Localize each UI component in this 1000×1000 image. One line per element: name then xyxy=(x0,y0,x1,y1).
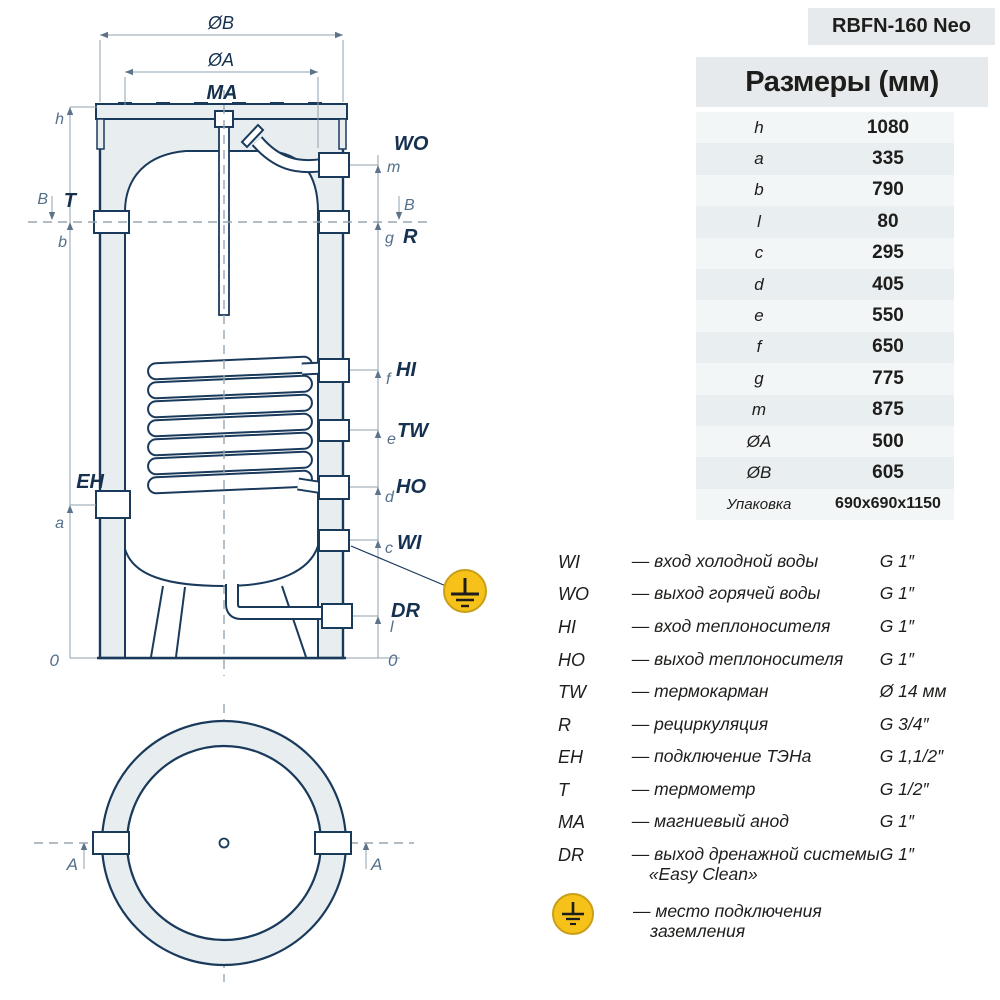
label-dim-m: m xyxy=(387,159,401,176)
table-row xyxy=(696,457,954,488)
param-label: g xyxy=(754,368,764,388)
legend-row-t xyxy=(558,780,978,800)
table-row xyxy=(696,143,954,174)
legend-row-ho xyxy=(558,650,978,670)
legend-desc: — термокарман xyxy=(631,681,769,701)
port-eh-stub xyxy=(96,491,130,518)
model-name-badge xyxy=(808,8,995,45)
legend-size: G 1/2″ xyxy=(879,779,929,799)
table-row xyxy=(696,238,954,269)
param-value: 405 xyxy=(872,273,904,295)
label-dim-a: a xyxy=(55,515,64,532)
lid-rim-left xyxy=(97,119,104,149)
label-ma: MA xyxy=(206,82,238,104)
legend-code: EH xyxy=(558,747,584,767)
legend-desc: — выход теплоносителя xyxy=(631,649,844,669)
table-row xyxy=(696,363,954,394)
label-dr: DR xyxy=(391,600,420,622)
label-wi: WI xyxy=(397,532,422,554)
dimensions-table-title: Размеры (мм) xyxy=(696,57,988,107)
label-dim-d: d xyxy=(385,489,394,506)
label-zero-right: 0 xyxy=(388,651,398,670)
label-dim-b: b xyxy=(58,234,67,251)
label-dim-g: g xyxy=(385,230,394,247)
legend-desc: — термометр xyxy=(631,779,756,799)
port-hi-stub xyxy=(319,359,349,382)
model-name: RBFN-160 Neo xyxy=(832,15,971,37)
param-label: ØA xyxy=(746,431,772,451)
table-row xyxy=(696,112,954,143)
param-label: e xyxy=(754,306,764,326)
table-row xyxy=(696,269,954,300)
legend-size: Ø 14 мм xyxy=(879,681,947,701)
diameter-labels xyxy=(207,13,234,70)
param-value: 605 xyxy=(872,461,904,483)
label-wo: WO xyxy=(394,133,429,155)
legend-desc: — вход холодной воды xyxy=(631,551,819,571)
param-label: c xyxy=(754,243,764,263)
legend-code: HI xyxy=(558,617,576,637)
param-value: 690x690x1150 xyxy=(835,495,941,513)
dimensions-table xyxy=(696,112,954,520)
label-r: R xyxy=(403,226,418,248)
legend-desc: — магниевый анод xyxy=(631,811,789,831)
param-label: l xyxy=(757,211,761,231)
label-dim-h: h xyxy=(55,111,64,128)
port-wo-stub xyxy=(319,153,349,177)
label-t: T xyxy=(63,190,76,212)
lid-rim-right xyxy=(339,119,346,149)
label-dim-c: c xyxy=(385,540,393,557)
label-dim-f: f xyxy=(386,371,391,388)
param-value: 790 xyxy=(872,179,904,201)
param-value: 1080 xyxy=(866,116,910,138)
port-wi-stub xyxy=(319,530,349,551)
legend-row-r xyxy=(558,715,978,735)
param-label: a xyxy=(754,149,764,169)
table-row xyxy=(696,395,954,426)
table-row xyxy=(696,175,954,206)
param-label: h xyxy=(754,117,764,137)
legend-code: R xyxy=(558,715,571,735)
legend-code: TW xyxy=(558,682,586,702)
legend-row-hi xyxy=(558,617,978,637)
legend-size: G 1″ xyxy=(879,811,915,831)
param-label: d xyxy=(754,274,764,294)
label-hi: HI xyxy=(396,359,416,381)
param-label: f xyxy=(756,337,762,357)
ground-symbol-icon xyxy=(552,893,594,935)
legend-code: WI xyxy=(558,552,580,572)
legend-desc: — подключение ТЭНа xyxy=(631,746,812,766)
param-value: 775 xyxy=(872,367,904,389)
label-dia-b: ØB xyxy=(207,13,235,33)
legend-code: MA xyxy=(558,812,585,832)
legend-row-ma xyxy=(558,812,978,832)
port-tw-stub xyxy=(319,420,349,441)
label-ho: HO xyxy=(396,476,426,498)
legend-row-wo xyxy=(558,584,978,604)
legend-desc: — рециркуляция xyxy=(631,714,769,734)
label-section-b-right: B xyxy=(404,197,415,214)
legend-desc: — вход теплоносителя xyxy=(631,616,831,636)
table-row xyxy=(696,206,954,237)
label-eh: EH xyxy=(76,471,104,493)
legend-row-wi xyxy=(558,552,978,572)
param-value: 550 xyxy=(872,305,904,327)
legend-size: G 1″ xyxy=(879,844,915,864)
label-section-b-left: B xyxy=(37,191,48,208)
param-label: b xyxy=(754,180,764,200)
plan-view xyxy=(34,704,414,982)
legend-desc: — выход дренажной системы «Easy Clean» xyxy=(631,844,880,884)
plan-center-mark xyxy=(220,839,229,848)
param-value: 650 xyxy=(872,336,904,358)
heat-exchanger-coil xyxy=(148,356,313,493)
plan-stub-left xyxy=(93,832,129,854)
label-tw: TW xyxy=(397,420,429,442)
legend-size: G 1,1/2″ xyxy=(879,746,944,766)
table-row xyxy=(696,332,954,363)
port-ho-stub xyxy=(319,476,349,499)
legend-size: G 3/4″ xyxy=(879,714,929,734)
legend-size: G 1″ xyxy=(879,649,915,669)
label-dim-l: l xyxy=(390,619,394,636)
label-section-a-right: A xyxy=(371,855,383,874)
label-zero-left: 0 xyxy=(49,651,59,670)
param-value: 500 xyxy=(872,430,904,452)
legend-code: HO xyxy=(558,650,585,670)
legend-row-eh xyxy=(558,747,978,767)
label-dia-a: ØA xyxy=(207,50,235,70)
label-dim-e: e xyxy=(387,431,396,448)
param-value: 875 xyxy=(872,399,904,421)
param-label: ØB xyxy=(746,462,772,482)
legend-code: DR xyxy=(558,845,584,865)
plan-stub-right xyxy=(315,832,351,854)
legend-size: G 1″ xyxy=(879,616,915,636)
legend-code: WO xyxy=(558,584,589,604)
port-dr-stub xyxy=(322,604,352,628)
param-label: Упаковка xyxy=(726,495,792,513)
legend-desc: — выход горячей воды xyxy=(631,583,821,603)
table-row-packaging xyxy=(696,489,954,520)
param-value: 335 xyxy=(872,148,904,170)
legend-row-dr xyxy=(558,845,978,884)
table-row xyxy=(696,426,954,457)
legend-size: G 1″ xyxy=(879,583,915,603)
legend-row-tw xyxy=(558,682,978,702)
table-row xyxy=(696,300,954,331)
legend-ground-desc: — место подключения заземления xyxy=(633,901,822,941)
label-section-a-left: A xyxy=(66,855,78,874)
legend-code: T xyxy=(558,780,569,800)
legend-size: G 1″ xyxy=(879,551,915,571)
param-value: 80 xyxy=(877,210,899,232)
param-label: m xyxy=(751,400,767,420)
param-value: 295 xyxy=(872,242,904,264)
